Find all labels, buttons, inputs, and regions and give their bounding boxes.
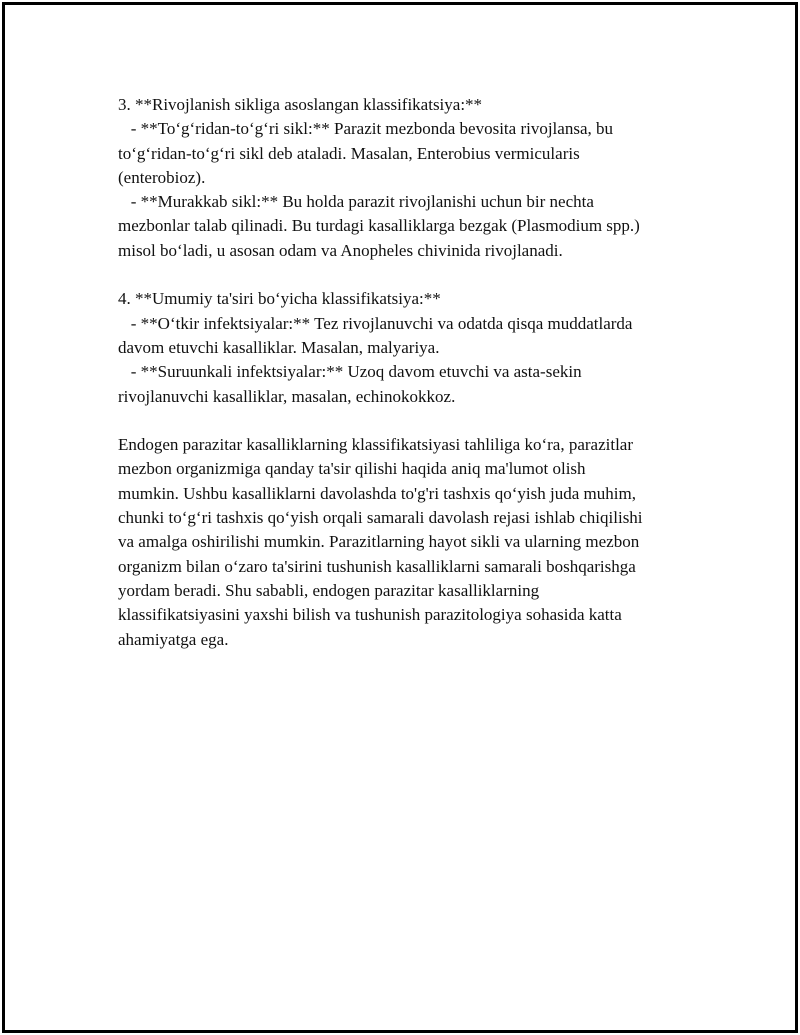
conclusion-paragraph	[118, 433, 688, 652]
paragraph-line: davom etuvchi kasalliklar. Masalan, malyariya.	[118, 337, 440, 357]
section-3-heading: 3. **Rivojlanish sikliga asoslangan klassifikatsiya:**	[118, 95, 483, 114]
section-4-heading: 4. **Umumiy ta'siri bo‘yicha klassifikatsiya:**	[118, 289, 441, 309]
paragraph-line: - **Suruunkali infektsiyalar:** Uzoq davom etuvchi va asta-sekin	[118, 362, 582, 382]
paragraph-line: mezbonlar talab qilinadi. Bu turdagi kasalliklarga bezgak (Plasmodium spp.)	[118, 216, 640, 236]
paragraph-line: mumkin. Ushbu kasalliklarni davolashda to'g'ri tashxis qo‘yish juda muhim,	[118, 483, 636, 503]
paragraph-line: - **Murakkab sikl:** Bu holda parazit rivojlanishi uchun bir nechta	[118, 192, 594, 212]
section-4	[118, 287, 688, 408]
paragraph-spacer	[118, 409, 688, 433]
paragraph-line: yordam beradi. Shu sababli, endogen parazitar kasalliklarning	[118, 580, 540, 600]
acute-infections-paragraph	[118, 312, 688, 361]
direct-cycle-paragraph	[118, 117, 688, 190]
paragraph-line: - **O‘tkir infektsiyalar:** Tez rivojlanuvchi va odatda qisqa muddatlarda	[118, 313, 633, 333]
chronic-infections-paragraph	[118, 360, 688, 409]
paragraph-line: Endogen parazitar kasalliklarning klassifikatsiyasi tahliliga ko‘ra, parazitlar	[118, 435, 634, 455]
document-body	[118, 93, 688, 652]
paragraph-line: organizm bilan o‘zaro ta'sirini tushunish kasalliklarni samarali boshqarishga	[118, 556, 636, 576]
section-3	[118, 93, 688, 263]
paragraph-spacer	[118, 263, 688, 287]
paragraph-line: rivojlanuvchi kasalliklar, masalan, echinokokkoz.	[118, 386, 456, 406]
paragraph-line: - **To‘g‘ridan-to‘g‘ri sikl:** Parazit mezbonda bevosita rivojlansa, bu	[118, 119, 613, 139]
paragraph-line: va amalga oshirilishi mumkin. Parazitlarning hayot sikli va ularning mezbon	[118, 532, 640, 552]
paragraph-line: mezbon organizmiga qanday ta'sir qilishi haqida aniq ma'lumot olish	[118, 459, 586, 479]
paragraph-line: klassifikatsiyasini yaxshi bilish va tushunish parazitologiya sohasida katta	[118, 605, 622, 625]
paragraph-line: to‘g‘ridan-to‘g‘ri sikl deb ataladi. Masalan, Enterobius vermicularis	[118, 143, 580, 163]
paragraph-line: misol bo‘ladi, u asosan odam va Anopheles chivinida rivojlanadi.	[118, 240, 563, 260]
complex-cycle-paragraph	[118, 190, 688, 263]
paragraph-line: chunki to‘g‘ri tashxis qo‘yish orqali samarali davolash rejasi ishlab chiqilishi	[118, 508, 643, 528]
paragraph-line: ahamiyatga ega.	[118, 629, 229, 649]
paragraph-line: (enterobioz).	[118, 167, 206, 187]
